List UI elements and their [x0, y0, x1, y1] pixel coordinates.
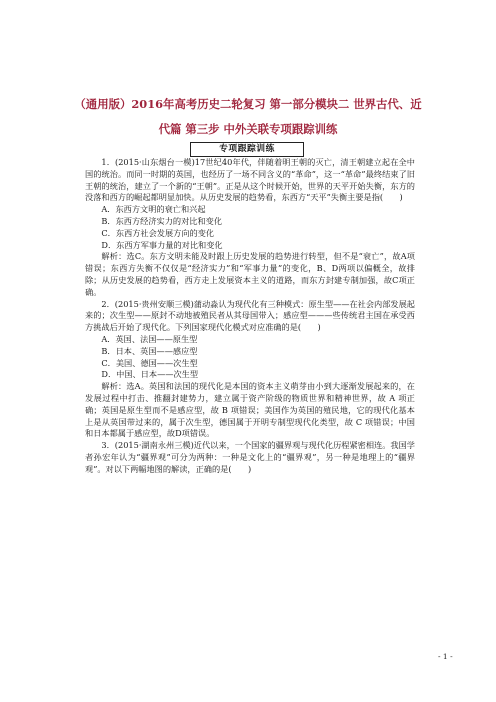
page-number: - 1 -	[438, 652, 453, 661]
q1-stem: 1．(2015·山东烟台一模)17世纪40年代，伴随着明王朝的灭亡，清王朝建立起在全中国的统治。而同一时期的英国，也经历了一场不同含义的“革命”，这一“革命”最终结束了旧王朝的统治，建立了一个新的“王朝”。正是从这个时候开始，世界的天平开始失衡，东方的没落和西方的崛起都明显加快。从历史发展的趋势看，东西方“天平”失衡主要是指( )	[85, 157, 415, 203]
section-label: 专项跟踪训练	[190, 142, 304, 157]
question-content	[85, 157, 415, 476]
q3-stem: 3．(2015·湖南永州三模)近代以来，一个国家的疆界观与现代化历程紧密相连。我国学者孙宏年认为“疆界观”可分为两种：一种是文化上的“疆界观”，另一种是地理上的“疆界观”。对以下两幅地图的解读，正确的是( )	[85, 440, 415, 474]
q2-option-a: A．英国、法国——原生型	[101, 333, 198, 344]
document-title	[60, 92, 436, 142]
q1-option-d: D．东西方军事力量的对比和变化	[101, 239, 223, 250]
q2-option-b: B．日本、英国——感应型	[101, 345, 198, 356]
q1-analysis: 解析：选C。东方文明未能及时跟上历史发展的趋势进行转型，但不是“衰亡”，故A项错误；东西方失衡不仅仅是“经济实力”和“军事力量”的变化，B、D两项以偏概全，故排除；从历史发展的趋势看，西方走上发展资本主义的道路，而东方封建专制加强，故C项正确。	[85, 251, 415, 297]
q2-stem: 2．(2015·贵州安顺三模)蒲动淼认为现代化有三种模式：原生型——在社会内部发展起来的；次生型——原封不动地被殖民者从其母国带入；感应型———些传统君主国在承受西方挑战后开始了现代化。下列国家现代化模式对应准确的是( )	[85, 298, 415, 333]
title-line-2: 代篇 第三步 中外关联专项跟踪训练	[158, 122, 338, 136]
q2-option-d: D．中国、日本——次生型	[101, 369, 199, 380]
q1-option-a: A．东西方文明的衰亡和兴起	[101, 204, 206, 215]
title-line-1: （通用版）2016年高考历史二轮复习 第一部分模块二 世界古代、近	[74, 97, 422, 111]
q2-option-c: C．美国、德国——次生型	[101, 357, 198, 368]
q2-analysis: 解析：选A。英国和法国的现代化是本国的资本主义萌芽由小到大逐渐发展起来的，在发展过程中打击、推翻封建势力，建立属于资产阶级的物质世界和精神世界，故 A 项正确；英国是原生型而不是感应型，故 B 项错误；美国作为英国的殖民地，它的现代化基本上是从英国带过来的，属于次生型，德国属于开明专制型现代化类型，故 C 项错误；中国和日本都属于感应型，故D项错误。	[85, 381, 415, 439]
q1-option-b: B．东西方经济实力的对比和变化	[101, 215, 223, 226]
q1-option-c: C．东西方社会发展方向的变化	[101, 227, 215, 238]
